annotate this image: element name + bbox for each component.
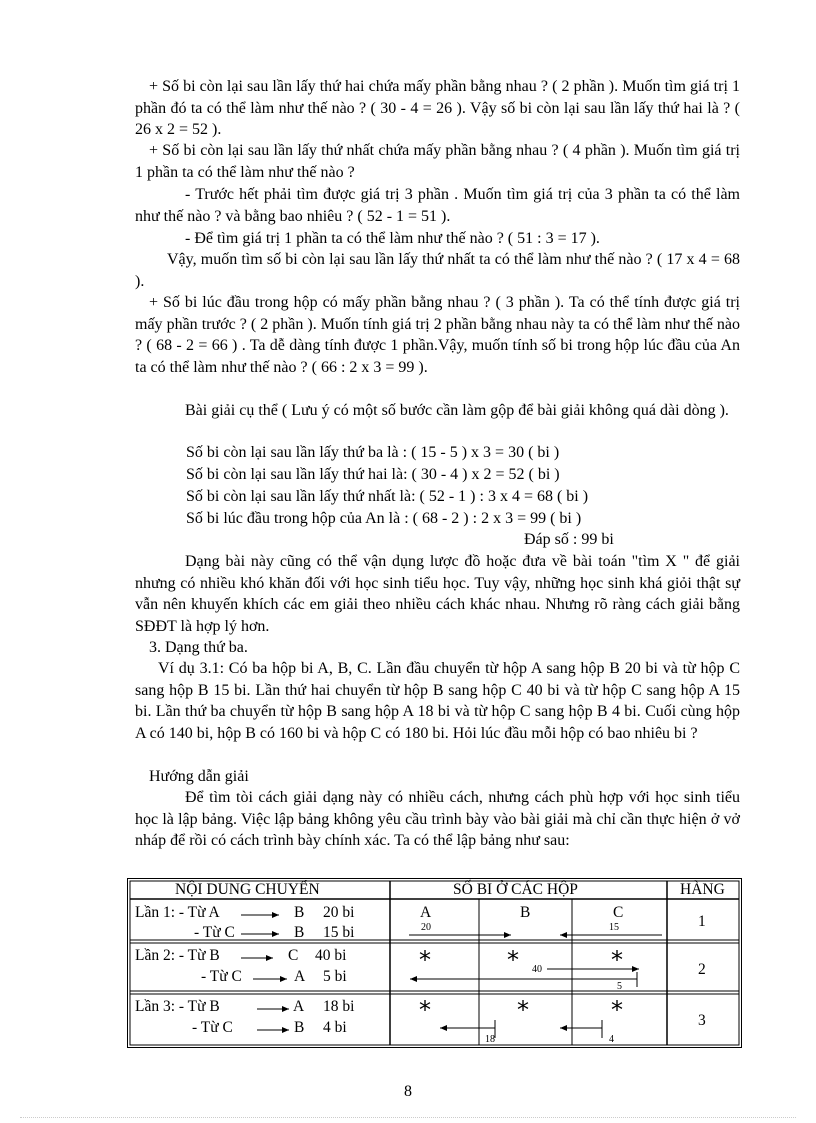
row-number: 3 <box>698 1012 706 1029</box>
paragraph: Ví dụ 3.1: Có ba hộp bi A, B, C. Lần đầu chuyển từ hộp A sang hộp B 20 bi và từ hộp C sang hộp B 15 bi. Lần thứ hai chuyển từ hộp B sang hộp C 40 bi và từ hộp C sang hộp A 15 bi. Lần thứ ba chuyển từ hộp B sang hộp A 18 bi và từ hộp C sang hộp B 4 bi. Cuối cùng hộp A có 140 bi, hộp B có 160 bi và hộp C có 180 bi. Hỏi lúc đầu mỗi hộp có bao nhiêu bi ? <box>135 660 740 742</box>
box-label-c: C <box>613 904 624 921</box>
row-amount: 18 bi <box>323 998 355 1015</box>
section-heading: 3. Dạng thứ ba. <box>149 639 248 656</box>
solution-line: Số bi còn lại sau lần lấy thứ hai là: ( 30 - 4 ) x 2 = 52 ( bi ) <box>186 466 560 483</box>
paragraph: Vậy, muốn tìm số bi còn lại sau lần lấy thứ nhất ta có thể làm như thế nào ? ( 17 x 4 = 68 ). <box>135 251 740 290</box>
row-amount: 4 bi <box>323 1019 347 1036</box>
row-amount: 20 bi <box>323 904 355 921</box>
paragraph: + Số bi còn lại sau lần lấy thứ nhất chứa mấy phần bằng nhau ? ( 4 phần ). Muốn tìm giá trị 1 phần ta có thể làm như thế nào ? <box>135 142 740 181</box>
row-amount: 40 bi <box>315 947 347 964</box>
transfer-amount: 18 <box>485 1034 495 1045</box>
star-mark: * <box>517 996 529 1024</box>
solution-line: Số bi lúc đầu trong hộp của An là : ( 68 - 2 ) : 2 x 3 = 99 ( bi ) <box>186 510 582 527</box>
star-mark: * <box>507 946 519 974</box>
row-target: B <box>294 904 305 921</box>
transfer-amount: 4 <box>609 1034 614 1045</box>
transfer-amount: 15 <box>609 922 619 933</box>
row-number: 1 <box>698 913 706 930</box>
solution-line: Số bi còn lại sau lần lấy thứ nhất là: ( 52 - 1 ) : 3 x 4 = 68 ( bi ) <box>186 488 589 505</box>
table-header: NỘI DUNG CHUYỂN <box>175 881 320 898</box>
paragraph: Để tìm tòi cách giải dạng này có nhiều cách, nhưng cách phù hợp với học sinh tiểu học là lập bảng. Việc lập bảng không yêu cầu trình bày vào bài giải mà chỉ cần thực hiện ở vở nháp để rồi có cách trình bày chính xác. Ta có thể lập bảng như sau: <box>135 789 740 849</box>
row-target: A <box>293 998 305 1015</box>
table-header: SỐ BI Ở CÁC HỘP <box>453 881 578 898</box>
row-text: - Từ C <box>192 1019 233 1036</box>
row-text: - Từ C <box>201 968 242 985</box>
page-number: 8 <box>404 1083 412 1100</box>
row-number: 2 <box>698 961 706 978</box>
section-heading: Hướng dẫn giải <box>149 768 249 785</box>
row-target: C <box>288 947 299 964</box>
star-mark: * <box>419 996 431 1024</box>
row-amount: 5 bi <box>323 968 347 985</box>
transfer-table <box>127 878 742 1048</box>
row-text: Lần 3: - Từ B <box>135 998 220 1015</box>
row-target: B <box>294 924 305 941</box>
table-header: HÀNG <box>680 881 725 898</box>
row-target: B <box>294 1019 305 1036</box>
transfer-amount: 20 <box>421 922 431 933</box>
transfer-amount: 40 <box>532 964 542 975</box>
paragraph: - Trước hết phải tìm được giá trị 3 phần . Muốn tìm giá trị của 3 phần ta có thể làm như thế nào ? và bằng bao nhiêu ? ( 52 - 1 = 51 ). <box>135 186 740 225</box>
transfer-amount: 5 <box>617 981 622 992</box>
paragraph: - Để tìm giá trị 1 phần ta có thể làm như thế nào ? ( 51 : 3 = 17 ). <box>185 230 600 247</box>
paragraph: + Số bi lúc đầu trong hộp có mấy phần bằng nhau ? ( 3 phần ). Ta có thể tính được giá trị mấy phần trước ? ( 2 phần ). Muốn tính giá trị 2 phần bằng nhau này ta có thể làm như thế nào ? ( 68 - 2 = 66 ) . Ta dễ dàng tính được 1 phần.Vậy, muốn tính số bi trong hộp lúc đầu của An ta có thể làm như thế nào ? ( 66 : 2 x 3 = 99 ). <box>135 294 740 376</box>
star-mark: * <box>611 946 623 974</box>
box-label-b: B <box>520 904 531 921</box>
row-amount: 15 bi <box>323 924 355 941</box>
box-label-a: A <box>420 904 432 921</box>
star-mark: * <box>419 946 431 974</box>
paragraph: + Số bi còn lại sau lần lấy thứ hai chứa mấy phần bằng nhau ? ( 2 phần ). Muốn tìm giá trị 1 phần đó ta có thể làm như thế nào ? ( 30 - 4 = 26 ). Vậy số bi còn lại sau lần lấy thứ hai là ? ( 26 x 2 = 52 ). <box>135 78 740 138</box>
row-target: A <box>294 968 306 985</box>
solution-line: Số bi còn lại sau lần lấy thứ ba là : ( 15 - 5 ) x 3 = 30 ( bi ) <box>186 444 560 461</box>
paragraph: Dạng bài này cũng có thể vận dụng lược đồ hoặc đưa về bài toán "tìm X " để giải nhưng có nhiều khó khăn đối với học sinh tiểu học. Tuy vậy, những học sinh khá giỏi thật sự vẫn nên khuyến khích các em giải theo nhiều cách khác nhau. Nhưng rõ ràng cách giải bằng SĐĐT là hợp lý hơn. <box>135 553 740 635</box>
footer-divider <box>20 1117 796 1118</box>
row-text: Lần 2: - Từ B <box>135 947 220 964</box>
row-text: - Từ C <box>194 924 235 941</box>
answer-line: Đáp số : 99 bi <box>524 531 614 548</box>
paragraph: Bài giải cụ thể ( Lưu ý có một số bước cần làm gộp để bài giải không quá dài dòng ). <box>185 402 729 419</box>
star-mark: * <box>611 996 623 1024</box>
row-text: Lần 1: - Từ A <box>135 904 220 921</box>
